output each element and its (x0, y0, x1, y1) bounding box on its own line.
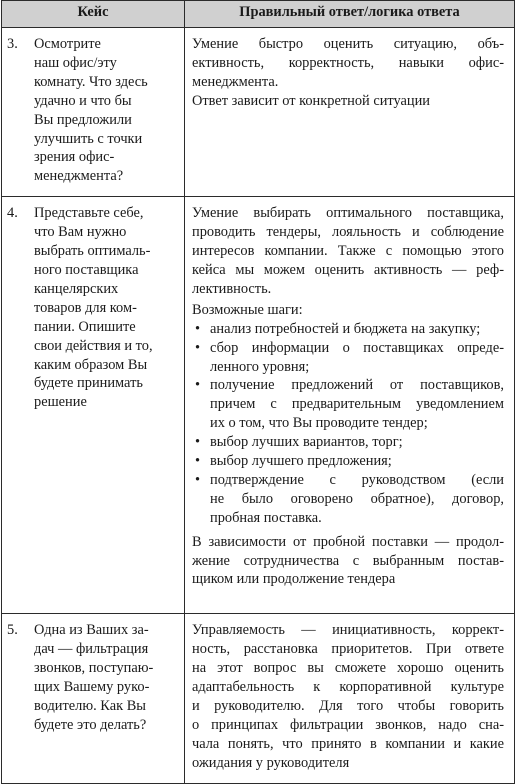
header-answer: Правильный ответ/логика ответа (185, 1, 515, 28)
steps-title: Возможные шаги: (192, 301, 303, 318)
conclusion: В зависимости от пробной поставки — продол- жение сотрудничества с выбранным постав- щиком или продолжение тендера (192, 533, 504, 588)
case-number: 4. (7, 205, 18, 222)
answer-cell: Умение быстро оценить ситуацию, объ- ективность, корректность, навыки офис- менеджмента. Ответ зависит от конкретной ситуации (185, 28, 515, 197)
header-case: Кейс (2, 1, 185, 28)
steps-list (192, 320, 504, 528)
bullet-icon: • (195, 339, 201, 356)
list-item: • выбор лучших вариантов, торг; (195, 434, 403, 451)
list-item: • получение предложений от поставщиков, причем с предварительным уведомлением их о том, что Вы проводите тендер; (195, 377, 504, 432)
table-row (2, 28, 515, 197)
list-item: • выбор лучшего предложения; (195, 453, 392, 470)
answer-cell: Умение выбирать оптимального поставщика, проводить тендеры, лояльность и соблюдение интересов компании. Также с помощью этого кейса мы можем оценить активность — реф- лективность. Возможные шаги: • анализ потребностей и бюджета на закупку; • сбор информации о поставщиках опреде- ленного уровня; • получение предложений от поставщиков, причем с предварительным уведомлением их о том, что Вы проводите тендер; • выбор лучших вариантов, торг; • выбор лучшего предложения; • подтверждение с руководством (если не было оговорено обратное), договор, пробная поставка. В зависимости от пробной поставки — продол- жение сотрудничества с выбранным постав- щиком или продолжение тендера (185, 197, 515, 614)
list-item: • подтверждение с руководством (если не было оговорено обратное), договор, пробная поставка. (195, 471, 504, 526)
table-header-row (2, 1, 515, 28)
case-cell (2, 614, 185, 784)
answer-note: Ответ зависит от конкретной ситуации (192, 92, 430, 109)
case-question: Представьте себе, что Вам нужно выбрать оптималь- ного поставщика канцелярских товаров для ком- пании. Опишите свои действия и то, каким образом Вы будете принимать решение (34, 205, 153, 411)
bullet-icon: • (195, 377, 201, 394)
answer-cell: Управляемость — инициативность, коррект- ность, расстановка приоритетов. При ответе на этот вопрос вы сможете хорошо оценить адаптабельность к корпоративной культуре и руководителю. Для того чтобы говорить о принципах фильтрации звонков, надо сна- чала понять, что принято в компании и какие ожидания у руководителя (185, 614, 515, 784)
case-question: Осмотрите наш офис/эту комнату. Что здесь удачно и что бы Вы предложили улучшить с точки зрения офис- менеджмента? (34, 36, 148, 185)
list-item: • анализ потребностей и бюджета на закупку; (195, 320, 481, 337)
case-cell (2, 197, 185, 614)
bullet-icon: • (195, 453, 201, 470)
case-number: 5. (7, 622, 18, 639)
bullet-icon: • (195, 320, 201, 337)
case-cell (2, 28, 185, 197)
list-item: • сбор информации о поставщиках опреде- ленного уровня; (195, 339, 504, 375)
case-question: Одна из Ваших за- дач — фильтрация звонков, поступаю- щих Вашему руко- водителю. Как Вы будете это делать? (34, 622, 154, 733)
table-row (2, 197, 515, 614)
table-row (2, 614, 515, 784)
case-number: 3. (7, 36, 18, 52)
cases-table (1, 0, 515, 784)
bullet-icon: • (195, 471, 201, 488)
bullet-icon: • (195, 434, 201, 451)
